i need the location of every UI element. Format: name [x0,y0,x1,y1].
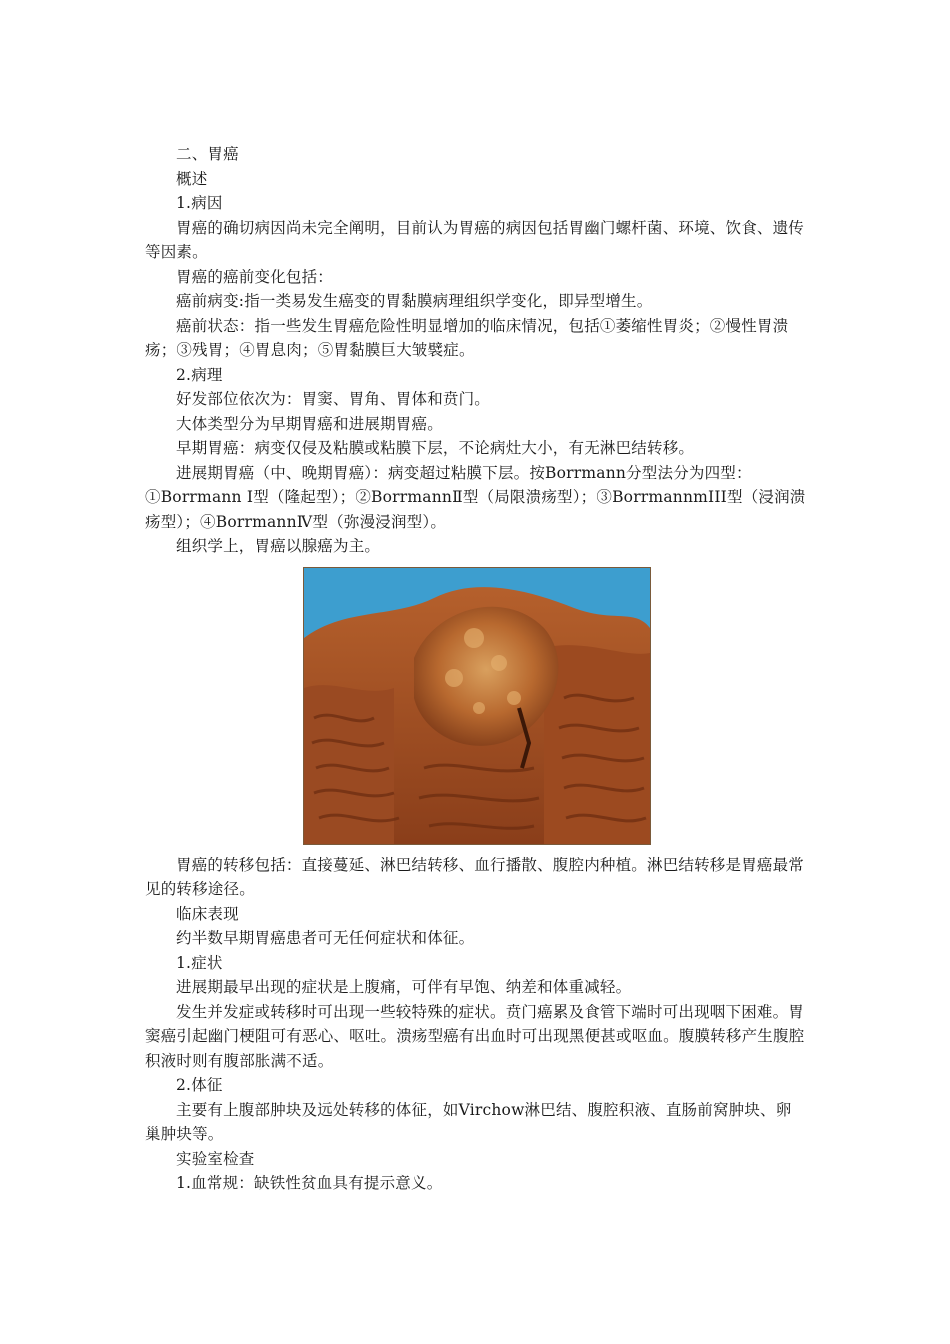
symptoms-heading: 1.症状 [176,953,223,972]
signs-heading: 2.体征 [176,1076,223,1094]
specimen-illustration [304,568,650,844]
etiology-paragraph: 胃癌的确切病因尚未完全阐明，目前认为胃癌的病因包括胃幽门螺杆菌、环境、饮食、遗传等因素。 [145,218,805,261]
metastasis-paragraph: 胃癌的转移包括：直接蔓延、淋巴结转移、血行播散、腹腔内种植。淋巴结转移是胃癌最常见的转移途径。 [145,855,805,898]
precancer-condition: 癌前状态：指一些发生胃癌危险性明显增加的临床情况，包括①萎缩性胃炎；②慢性胃溃疡；③残胃；④胃息肉；⑤胃黏膜巨大皱襞症。 [145,316,789,359]
pathology-histology: 组织学上，胃癌以腺癌为主。 [176,537,381,555]
signs-paragraph: 主要有上腹部肿块及远处转移的体征，如Virchow淋巴结、腹腔积液、直肠前窝肿块、卵巢肿块等。 [145,1100,792,1143]
clinical-heading: 临床表现 [176,904,239,923]
symptoms-paragraph-2: 发生并发症或转移时可出现一些较特殊的症状。贲门癌累及食管下端时可出现咽下困难。胃窦癌引起幽门梗阻可有恶心、呕吐。溃疡型癌有出血时可出现黑便甚或呕血。腹膜转移产生腹腔积液时则有腹部胀满不适。 [145,1002,805,1070]
pathology-advanced: 进展期胃癌（中、晚期胃癌）：病变超过粘膜下层。按Borrmann分型法分为四型：①Borrmann Ⅰ型（隆起型）；②BorrmannⅡ型（局限溃疡型）；③BorrmannmIII型（浸润溃疡型）；④BorrmannⅣ型（弥漫浸润型）。 [145,463,806,531]
lab-heading: 实验室检查 [176,1149,255,1168]
pathology-early: 早期胃癌：病变仅侵及粘膜或粘膜下层，不论病灶大小，有无淋巴结转移。 [176,439,695,457]
etiology-heading: 1.病因 [176,194,223,212]
figure-container [145,559,807,853]
section-title: 二、胃癌 [176,145,239,163]
pathology-heading: 2.病理 [176,365,223,384]
overview-heading: 概述 [176,169,208,188]
gastric-cancer-specimen-photo [303,567,651,845]
precancer-lesion: 癌前病变:指一类易发生癌变的胃黏膜病理组织学变化，即异型增生。 [176,292,653,310]
pathology-sites: 好发部位依次为：胃窦、胃角、胃体和贲门。 [176,390,491,408]
lab-blood: 1.血常规：缺铁性贫血具有提示意义。 [176,1174,443,1192]
symptoms-paragraph-1: 进展期最早出现的症状是上腹痛，可伴有早饱、纳差和体重减轻。 [176,978,632,996]
clinical-intro: 约半数早期胃癌患者可无任何症状和体征。 [176,929,475,947]
pathology-types: 大体类型分为早期胃癌和进展期胃癌。 [176,414,443,433]
precancer-intro: 胃癌的癌前变化包括： [176,267,334,286]
document-body [145,142,807,1196]
